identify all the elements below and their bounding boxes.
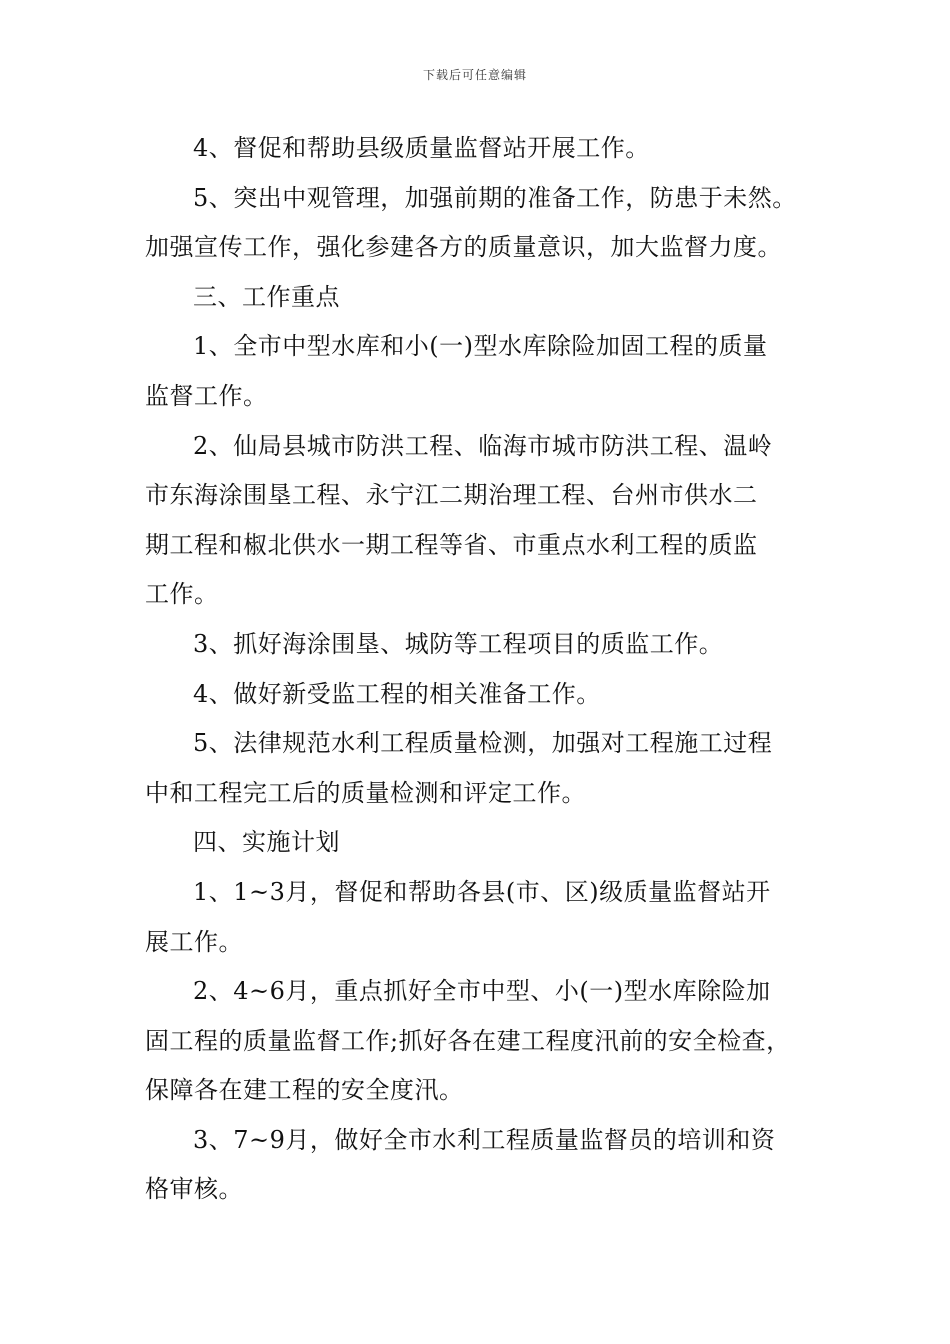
text-line: 5、突出中观管理，加强前期的准备工作，防患于未然。	[193, 183, 797, 212]
paragraph	[145, 967, 810, 1116]
text-line: 格审核。	[145, 1175, 243, 1204]
paragraph	[145, 1116, 810, 1215]
paragraph	[145, 422, 810, 620]
paragraph	[145, 124, 810, 174]
text-line: 工作。	[145, 580, 219, 609]
text-line: 展工作。	[145, 927, 243, 956]
text-line: 5、法律规范水利工程质量检测，加强对工程施工过程	[193, 729, 773, 758]
section-heading	[145, 818, 810, 868]
text-line: 1、全市中型水库和小(一)型水库除险加固工程的质量	[193, 332, 768, 361]
text-line: 3、7~9月，做好全市水利工程质量监督员的培训和资	[193, 1125, 776, 1154]
text-line: 四、实施计划	[193, 828, 340, 857]
text-line: 期工程和椒北供水一期工程等省、市重点水利工程的质监	[145, 530, 758, 559]
document-body	[145, 124, 810, 1215]
paragraph	[145, 719, 810, 818]
text-line: 2、仙局县城市防洪工程、临海市城市防洪工程、温岭	[193, 431, 773, 460]
text-line: 加强宣传工作，强化参建各方的质量意识，加大监督力度。	[145, 233, 782, 262]
paragraph	[145, 670, 810, 720]
section-heading	[145, 273, 810, 323]
text-line: 3、抓好海涂围垦、城防等工程项目的质监工作。	[193, 629, 724, 658]
text-line: 4、督促和帮助县级质量监督站开展工作。	[193, 134, 650, 162]
paragraph	[145, 620, 810, 670]
paragraph	[145, 868, 810, 967]
text-line: 市东海涂围垦工程、永宁江二期治理工程、台州市供水二	[145, 481, 758, 510]
download-note: 下载后可任意编辑	[422, 68, 527, 82]
text-line: 4、做好新受监工程的相关准备工作。	[193, 679, 601, 708]
text-line: 固工程的质量监督工作;抓好各在建工程度汛前的安全检查，	[145, 1026, 791, 1055]
text-line: 1、1~3月，督促和帮助各县(市、区)级质量监督站开	[193, 877, 771, 906]
text-line: 保障各在建工程的安全度汛。	[145, 1076, 464, 1105]
paragraph	[145, 174, 810, 273]
text-line: 2、4~6月，重点抓好全市中型、小(一)型水库除险加	[193, 977, 771, 1006]
text-line: 中和工程完工后的质量检测和评定工作。	[145, 778, 586, 807]
text-line: 监督工作。	[145, 381, 268, 410]
text-line: 三、工作重点	[193, 282, 340, 311]
paragraph	[145, 322, 810, 421]
